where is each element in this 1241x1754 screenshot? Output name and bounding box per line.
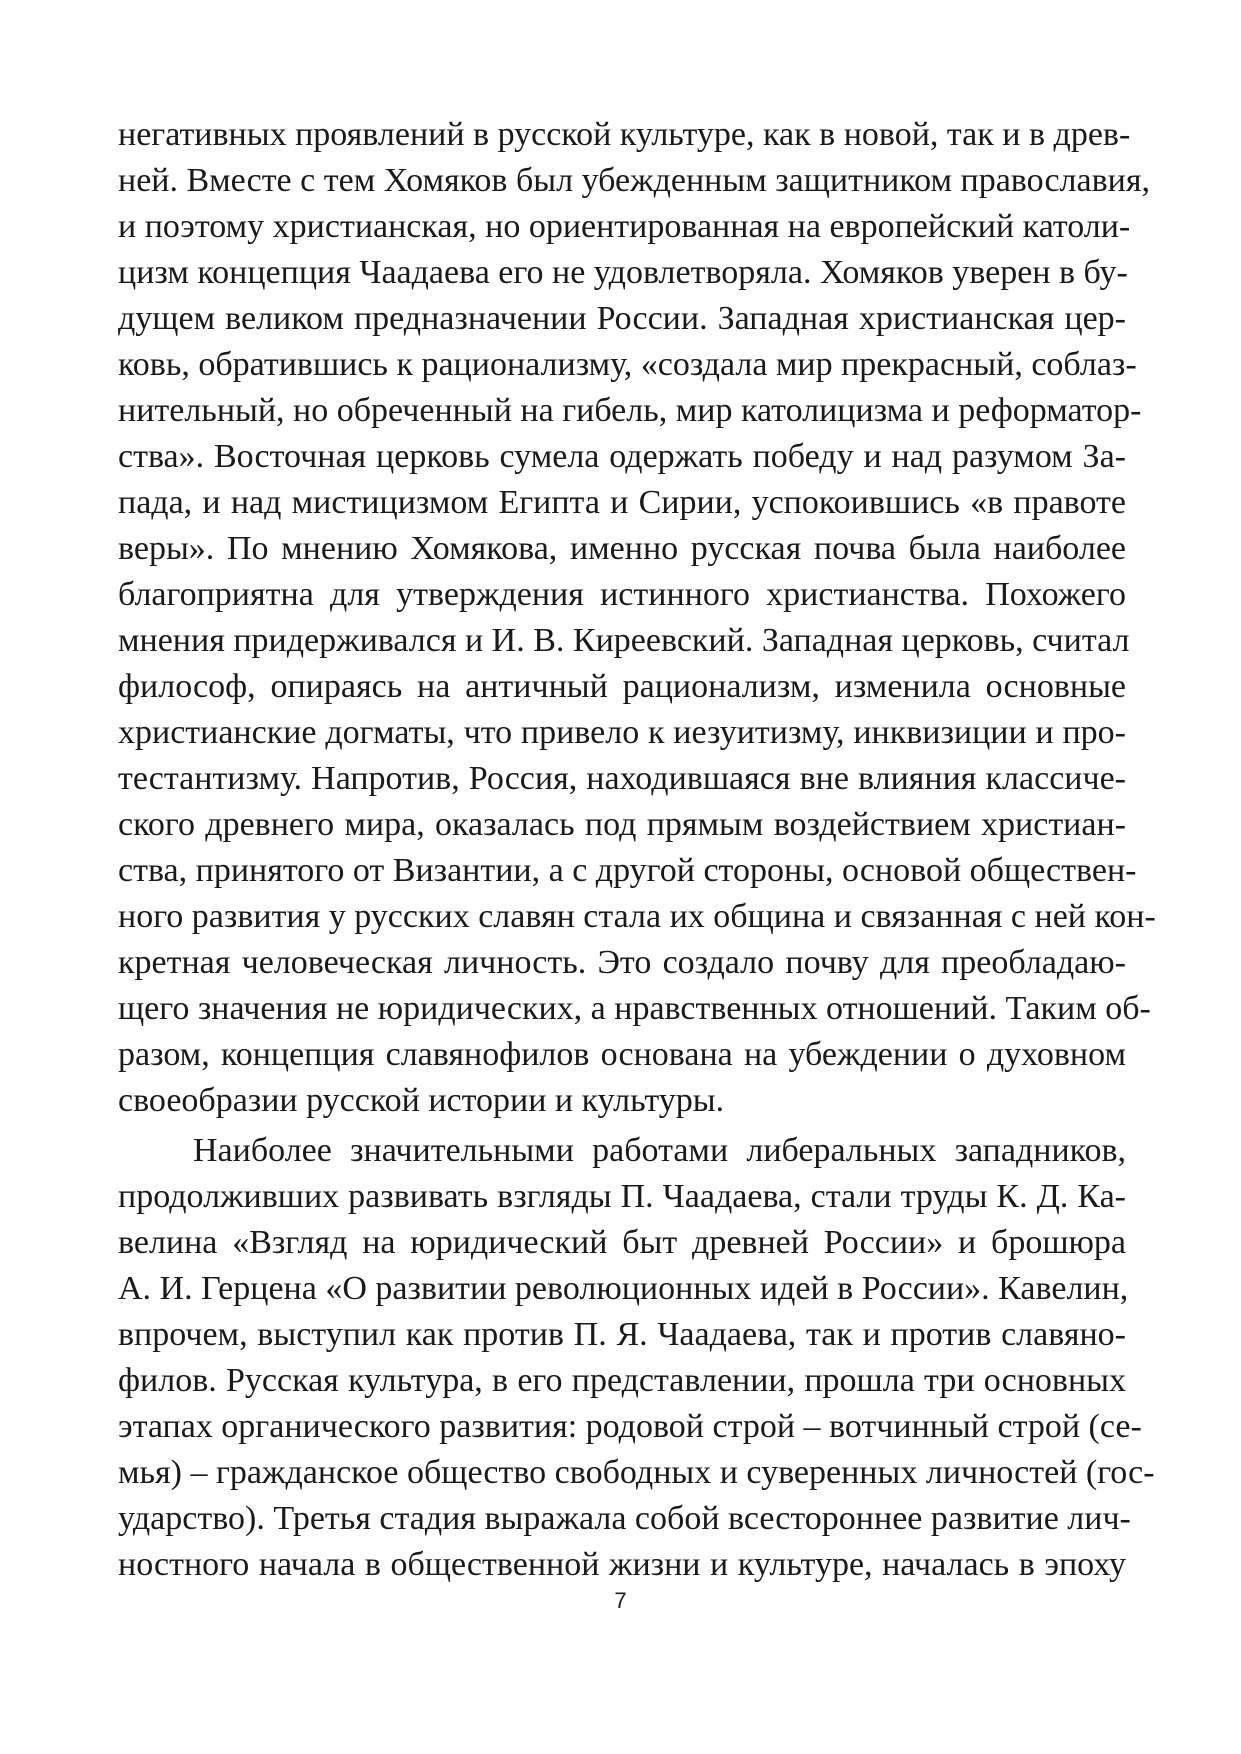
text-line: разом, концепция славянофилов основана на убеждении о духовном xyxy=(118,1036,1126,1073)
text-line: тестантизму. Напротив, Россия, находившаяся вне влияния классиче- xyxy=(118,760,1126,797)
text-line: пада, и над мистицизмом Египта и Сирии, успокоившись «в правоте xyxy=(118,484,1126,521)
text-line: ского древнего мира, оказалась под прямым воздействием христиан- xyxy=(118,806,1126,843)
text-line: мья) – гражданское общество свободных и суверенных личностей (гос- xyxy=(118,1454,1155,1491)
text-line: ностного начала в общественной жизни и культуре, началась в эпоху xyxy=(118,1546,1126,1583)
text-line: благоприятна для утверждения истинного христианства. Похожего xyxy=(118,576,1126,613)
text-line: продолживших развивать взгляды П. Чаадаева, стали труды К. Д. Ка- xyxy=(118,1178,1126,1215)
text-line: ударство). Третья стадия выражала собой всестороннее развитие лич- xyxy=(118,1500,1131,1537)
text-line: ства, принятого от Византии, а с другой стороны, основой обществен- xyxy=(118,852,1137,889)
body-text xyxy=(118,112,1156,1588)
text-line: цизм концепция Чаадаева его не удовлетворяла. Хомяков уверен в бу- xyxy=(118,254,1128,291)
text-line: велина «Взгляд на юридический быт древней России» и брошюра xyxy=(118,1224,1126,1261)
page-number: 7 xyxy=(614,1588,627,1613)
text-line: дущем великом предназначении России. Западная христианская цер- xyxy=(118,300,1126,337)
text-line: ней. Вместе с тем Хомяков был убежденным защитником православия, xyxy=(118,162,1151,199)
text-line: впрочем, выступил как против П. Я. Чаадаева, так и против славяно- xyxy=(118,1316,1126,1353)
text-line: щего значения не юридических, а нравственных отношений. Таким об- xyxy=(118,990,1151,1027)
text-line: филов. Русская культура, в его представлении, прошла три основных xyxy=(118,1362,1126,1399)
text-line: Наиболее значительными работами либеральных западников, xyxy=(193,1132,1126,1169)
text-line: кретная человеческая личность. Это создало почву для преобладаю- xyxy=(118,944,1126,981)
text-line: этапах органического развития: родовой строй – вотчинный строй (се- xyxy=(118,1408,1142,1445)
text-line: ства». Восточная церковь сумела одержать победу и над разумом За- xyxy=(118,438,1126,475)
text-line: ковь, обратившись к рационализму, «создала мир прекрасный, соблаз- xyxy=(118,346,1137,383)
paragraph-1 xyxy=(118,112,1156,1124)
text-line: А. И. Герцена «О развитии революционных идей в России». Кавелин, xyxy=(118,1270,1129,1307)
text-line: веры». По мнению Хомякова, именно русская почва была наиболее xyxy=(118,530,1126,567)
text-line: мнения придерживался и И. В. Киреевский. Западная церковь, считал xyxy=(118,622,1130,659)
text-line: и поэтому христианская, но ориентированная на европейский католи- xyxy=(118,208,1131,245)
text-line: христианские догматы, что привело к иезуитизму, инквизиции и про- xyxy=(118,714,1126,751)
text-line: нительный, но обреченный на гибель, мир католицизма и реформатор- xyxy=(118,392,1142,429)
text-line: философ, опираясь на античный рационализм, изменила основные xyxy=(118,668,1126,705)
text-line: ного развития у русских славян стала их община и связанная с ней кон- xyxy=(118,898,1156,935)
text-line: своеобразии русской истории и культуры. xyxy=(118,1082,725,1119)
text-line: негативных проявлений в русской культуре, как в новой, так и в древ- xyxy=(118,116,1131,153)
paragraph-2 xyxy=(118,1128,1155,1588)
